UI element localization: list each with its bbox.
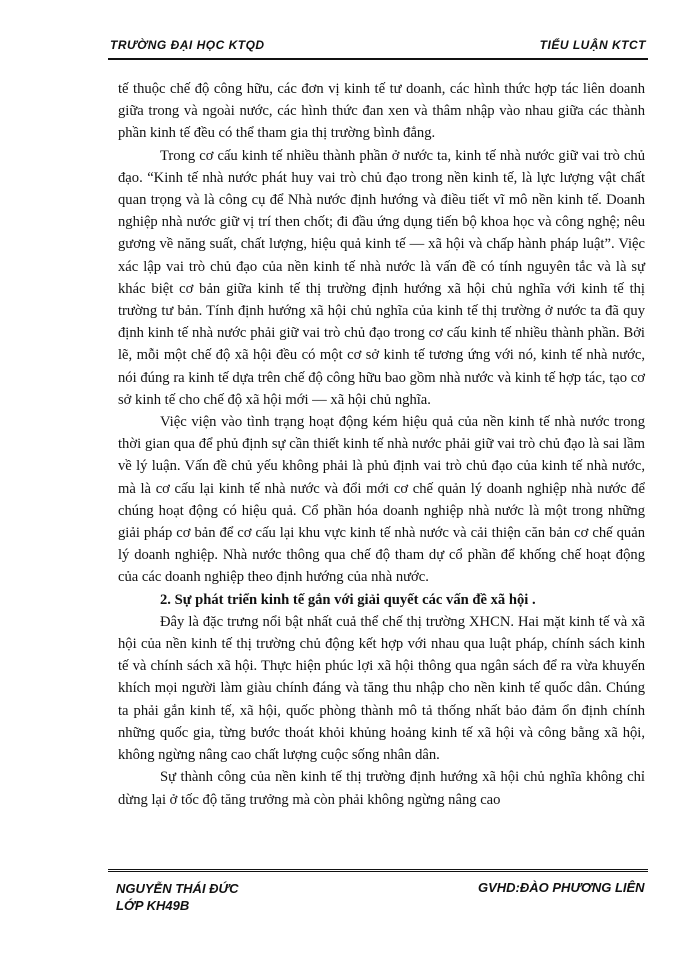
- paragraph-1: tế thuộc chế độ công hữu, các đơn vị kinh tế tư doanh, các hình thức hợp tác liên doanh giữa trong và ngoài nước, các hình thức đan xen và thâm nhập vào nhau giữa các thành phần kinh tế đều có thể tham gia thị trường bình đẳng.: [118, 81, 645, 142]
- page-header: [108, 38, 648, 60]
- footer-class: LỚP KH49B: [116, 898, 190, 913]
- header-university: TRƯỜNG ĐẠI HỌC KTQD: [110, 38, 265, 52]
- paragraph-5: Sự thành công của nền kinh tế thị trường định hướng xã hội chủ nghĩa không chỉ dừng lại ở tốc độ tăng trưởng mà còn phải không ngừng nâng cao: [118, 769, 645, 808]
- section-heading: 2. Sự phát triển kinh tế gắn với giải quyết các vấn đề xã hội .: [160, 591, 536, 608]
- footer-author: NGUYỄN THÁI ĐỨC: [116, 881, 239, 896]
- footer-student: [116, 880, 238, 914]
- header-doc-type: TIỂU LUẬN KTCT: [539, 38, 646, 52]
- paragraph-3: Việc viện vào tình trạng hoạt động kém hiệu quả của nền kinh tế nhà nước trong thời gian qua để phủ định sự cần thiết kinh tế nhà nước phải giữ vai trò chủ đạo là sai lầm về lý luận. Vấn đề chủ yếu không phải là phủ định vai trò chủ đạo của kinh tế nhà nước, mà là cơ cấu lại kinh tế nhà nước và đổi mới cơ chế quản lý doanh nghiệp nhà nước để chúng hoạt động có hiệu quả. Cổ phần hóa doanh nghiệp nhà nước là một trong những giải pháp cơ bản để cơ cấu lại khu vực kinh tế nhà nước và cải thiện căn bản cơ chế quản lý doanh nghiệp. Nhà nước thông qua chế độ tham dự cổ phần để khống chế hoạt động của các doanh nghiệp theo định hướng của nhà nước.: [118, 414, 645, 586]
- page-body: [118, 78, 645, 811]
- paragraph-4: Đây là đặc trưng nổi bật nhất cuả thể chế thị trường XHCN. Hai mặt kinh tế và xã hội của nền kinh tế thị trường chủ động kết hợp với nhau qua luật pháp, chính sách kinh tế và chính sách xã hội. Thực hiện phúc lợi xã hội thông qua ngân sách để ra vừa khuyến khích mọi người làm giàu chính đáng và tăng thu nhập cho nền kinh tế quốc dân. Chúng ta phải gắn kinh tế, xã hội, quốc phòng thành mô tả thống nhất bảo đảm ổn định chính những quốc gia, từng bước thoát khỏi khủng hoảng kinh tế xã hội và công bằng xã hội, không ngừng nâng cao chất lượng cuộc sống nhân dân.: [118, 613, 645, 764]
- footer-advisor: GVHD:ĐÀO PHƯƠNG LIÊN: [478, 880, 645, 895]
- paragraph-2: Trong cơ cấu kinh tế nhiều thành phần ở nước ta, kinh tế nhà nước giữ vai trò chủ đạo. “Kinh tế nhà nước phát huy vai trò chủ đạo trong nền kinh tế, là lực lượng vật chất quan trọng và là công cụ để Nhà nước định hướng và điều tiết vĩ mô nền kinh tế. Doanh nghiệp nhà nước giữ vị trí then chốt; đi đầu ứng dụng tiến bộ khoa học và công nghệ; nêu gương về năng suất, chất lượng, hiệu quả kinh tế — xã hội và chấp hành pháp luật”. Việc xác lập vai trò chủ đạo của nền kinh tế nhà nước là vấn đề có tính nguyên tắc và là sự khác biệt cơ bản giữa kinh tế thị trường định hướng xã hội chủ nghĩa với kinh tế thị trường tư bản. Tính định hướng xã hội chủ nghĩa của kinh tế thị trường ở nước ta đã quy định kinh tế nhà nước phải giữ vai trò chủ đạo trong cơ cấu kinh tế nhiều thành phần. Bởi lẽ, mỗi một chế độ xã hội đều có một cơ sở kinh tế tương ứng với nó, kinh tế nhà nước, nói đúng ra kinh tế dựa trên chế độ công hữu bao gồm nhà nước và kinh tế hợp tác, tạo cơ sở kinh tế cho chế độ xã hội mới — xã hội chủ nghĩa.: [118, 147, 645, 408]
- page-footer: [108, 869, 648, 918]
